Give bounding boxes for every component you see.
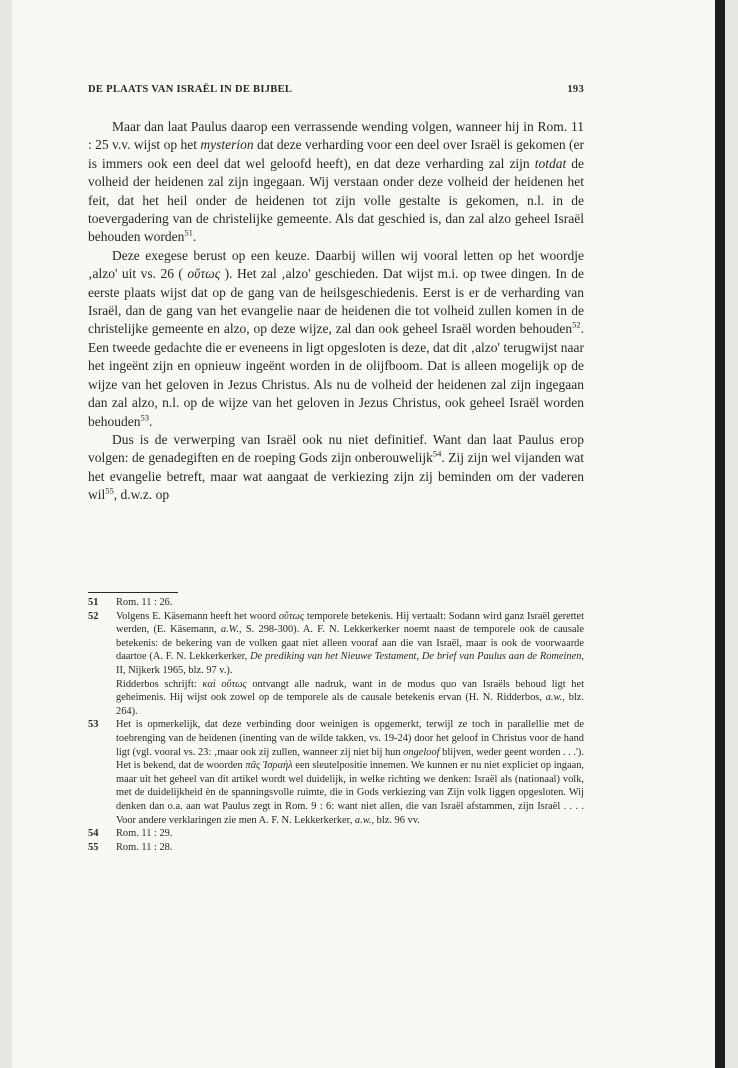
footnotes — [88, 596, 584, 854]
page-number: 193 — [567, 84, 584, 95]
paragraph-1: Maar dan laat Paulus daarop een verrassende wending volgen, wanneer hij in Rom. 11 : 25 v.v. wijst op het mysterion dat deze verharding voor een deel over Israël is gekomen (er is immers ook een deel dat wel geloofd heeft), en dat deze verharding zal zijn totdat de volheid der heidenen zal zijn ingegaan. Wij verstaan onder deze volheid der heidenen het feit, dat het heil onder de heidenen tot zijn volle gestalte is gekomen, n.l. in de toevergadering van de christelijke gemeente. Als dat geschied is, dan zal alzo geheel Israël behouden worden$^{51}$. — [88, 119, 584, 245]
scanned-page — [12, 0, 725, 1068]
footnote-55: 55 Rom. 11 : 28. — [88, 841, 173, 853]
paragraph-2: Deze exegese berust op een keuze. Daarbij willen wij vooral letten op het woordje ‚alzo' uit vs. 26 ( οὕτως ). Het zal ‚alzo' geschieden. Dat wijst m.i. op twee dingen. In de eerste plaats wijst dat op de gang van de heilsgeschiedenis. Eerst is er de verharding van Israël, dan de gang van het evangelie naar de heidenen die tot volheid zullen komen in de christelijke gemeente en alzo, op deze wijze, zal dan ook geheel Israël worden behouden$^{52}$. Een tweede gedachte die er eveneens in ligt opgesloten is deze, dat dit ‚alzo' terugwijst naar het ingeënt zijn en opnieuw ingeënt worden in de olijfboom. Dat is alleen mogelijk op de wijze van het geloven in Jezus Christus. Als nu de volheid der heidenen zal zijn ingegaan dan zal alzo, n.l. op de wijze van het geloven in Jezus Christus, ook geheel Israël worden behouden$^{53}$. — [88, 247, 584, 429]
running-title: DE PLAATS VAN ISRAËL IN DE BIJBEL — [88, 84, 293, 95]
footnote-52: 52 Volgens E. Käsemann heeft het woord οὕτως temporele betekenis. Hij vertaalt: Sodann wird ganz Israël gerettet werden, (E. Käsemann, a.W., S. 298-300). A. F. N. Lekkerkerker noemt naast de temporele ook de causale betekenis: de bekering van de volken gaat niet alleen vooraf aan die van Israël, maar is ook de voorwaarde daartoe (A. F. N. Lekkerkerker, De prediking van het Nieuwe Testament, De brief van Paulus aan de Romeinen, II, Nijkerk 1965, blz. 97 v.). Ridderbos schrijft: καὶ οὕτως ontvangt alle nadruk, want in de modus quo van Israëls behoud ligt het geheimenis. Hij wijst ook zowel op de temporele als de causale betekenis ervan (H. N. Ridderbos, a.w., blz. 264). — [88, 610, 585, 717]
running-header — [88, 84, 584, 95]
paragraph-3: Dus is de verwerping van Israël ook nu niet definitief. Want dan laat Paulus erop volgen: de genadegiften en de roeping Gods zijn onberouwelijk$^{54}$. Zij zijn wel vijanden wat het evangelie betreft, maar wat aangaat de verkiezing zijn zij beminden om der vaderen wil$^{55}$, d.w.z. op — [88, 431, 584, 503]
footnote-ref-51: 51 — [184, 227, 193, 238]
footnote-ref-52: 52 — [572, 319, 581, 330]
footnote-54: 54 Rom. 11 : 29. — [88, 828, 173, 840]
footnote-ref-53: 53 — [140, 412, 149, 422]
footnote-51: 51 Rom. 11 : 26. — [88, 597, 173, 608]
footnote-ref-54: 54 — [432, 448, 442, 459]
main-text — [88, 118, 584, 505]
footnote-ref-55: 55 — [105, 485, 114, 496]
page-edge-shadow — [715, 0, 725, 1068]
footnote-53: 53 Het is opmerkelijk, dat deze verbinding door weinigen is opgemerkt, terwijl ze toch in parallellie met de toebrenging van de heidenen (inenting van de wilde takken, vs. 19-24) door het geloof in Christus voor de hand ligt (vgl. vooral vs. 23: ‚maar ook zij zullen, wanneer zij niet bij hun ongeloof blijven, weder geent worden . . .'). Het is bekend, dat de woorden πᾶς Ἰσραὴλ een sleutelpositie innemen. We kunnen er nu niet expliciet op ingaan, maar uit het geheel van dit artikel wordt wel duidelijk, in welke richting we denken: Israël als (nationaal) volk, met de duidelijkheid èn de spanningsvolle ruimte, die in Gods verkiezing van Zijn volk liggen opgesloten. Wij denken dan o.a. aan wat Paulus zegt in Rom. 9 : 6: want niet allen, die van Israël afstammen, zijn Israël . . . . Voor andere verklaringen zie men A. F. N. Lekkerkerker, a.w., blz. 96 vv. — [88, 719, 584, 826]
footnote-separator — [88, 592, 178, 593]
